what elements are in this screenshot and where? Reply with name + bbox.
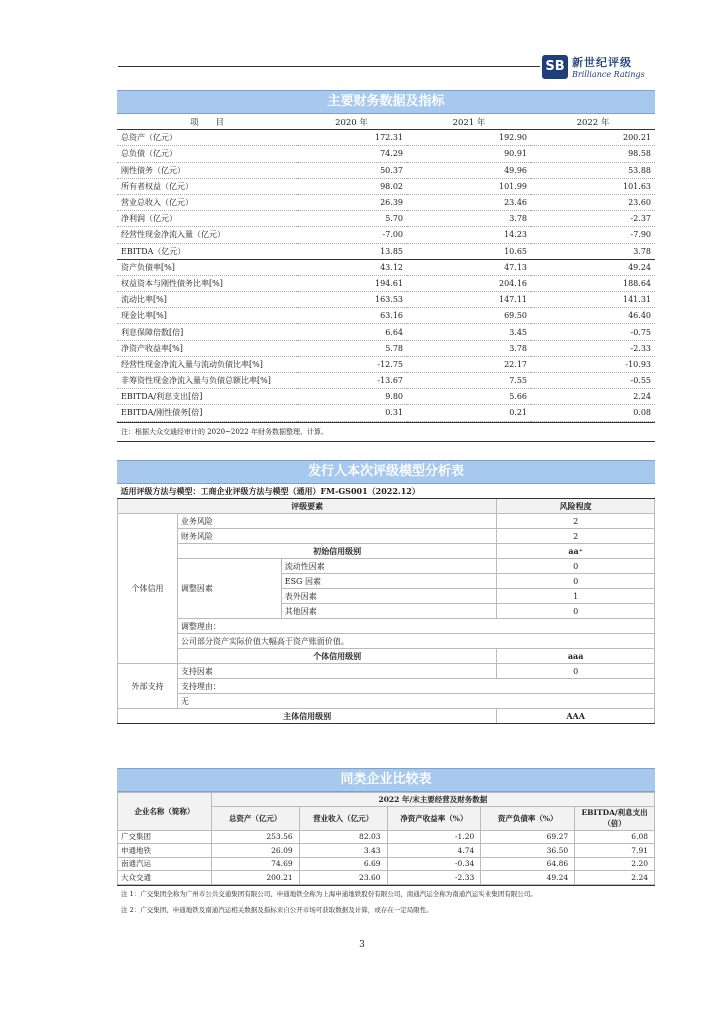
financial-cell: 5.78: [297, 340, 407, 356]
biz-risk-value: 2: [497, 514, 655, 529]
financial-row-label: 流动比率[%]: [117, 292, 297, 308]
rating-title: 发行人本次评级模型分析表: [117, 460, 655, 484]
financial-cell: 172.31: [297, 130, 407, 146]
financial-cell: 192.90: [407, 130, 531, 146]
financial-row-label: 经营性现金净流入量（亿元）: [117, 227, 297, 243]
financial-row: [117, 356, 655, 372]
financial-cell: -2.37: [531, 211, 655, 227]
financial-cell: -13.67: [297, 373, 407, 389]
final-level: 主体信用级别: [118, 709, 497, 724]
financial-cell: 141.31: [531, 292, 655, 308]
financial-cell: 47.13: [407, 259, 531, 275]
financial-row-label: 总负债（亿元）: [117, 146, 297, 162]
fin-risk-value: 2: [497, 529, 655, 544]
financial-cell: -7.00: [297, 227, 407, 243]
financial-cell: 98.58: [531, 146, 655, 162]
brand-logo: [542, 54, 652, 86]
financial-cell: 74.29: [297, 146, 407, 162]
financial-cell: 3.45: [407, 324, 531, 340]
financial-row-label: 净利润（亿元）: [117, 211, 297, 227]
financial-row: [117, 259, 655, 275]
financial-cell: 26.39: [297, 194, 407, 210]
financial-cell: 101.63: [531, 178, 655, 194]
h-debt-ratio: 资产负债率（%）: [481, 806, 575, 830]
rating-table: [117, 484, 655, 724]
financial-header-row: [117, 114, 655, 130]
financial-section: [117, 90, 655, 442]
financial-cell: -0.75: [531, 324, 655, 340]
h-group: 2022 年/末主要经营及财务数据: [211, 793, 654, 807]
biz-risk: 业务风险: [177, 514, 496, 529]
financial-cell: 9.80: [297, 389, 407, 405]
financial-cell: 69.50: [407, 308, 531, 324]
individual-credit: 个体信用: [118, 514, 178, 664]
financial-row: [117, 324, 655, 340]
peer-cell: 200.21: [211, 871, 299, 885]
peer-name: 大众交通: [118, 871, 212, 885]
support-reason-text: 无: [177, 694, 654, 709]
peer-cell: 2.24: [575, 871, 655, 885]
peer-cell: 4.74: [387, 844, 481, 858]
financial-row: [117, 130, 655, 146]
financial-row-label: 总资产（亿元）: [117, 130, 297, 146]
financial-cell: 3.78: [531, 243, 655, 259]
support-value: 0: [497, 664, 655, 679]
financial-row: [117, 405, 655, 421]
financial-row-label: EBITDA/刚性债务[倍]: [117, 405, 297, 421]
col-item: 项 目: [117, 114, 297, 130]
financial-cell: 0.08: [531, 405, 655, 421]
financial-row: [117, 227, 655, 243]
financial-cell: 0.31: [297, 405, 407, 421]
col-year-2020: 2020 年: [297, 114, 407, 130]
financial-row-label: 营业总收入（亿元）: [117, 194, 297, 210]
other-factor: 其他因素: [281, 604, 497, 619]
header-rule: [118, 66, 540, 67]
financial-cell: 49.24: [531, 259, 655, 275]
peers-title: 同类企业比较表: [117, 768, 655, 792]
financial-cell: 3.78: [407, 340, 531, 356]
financial-row-label: EBITDA（亿元）: [117, 243, 297, 259]
logo-mark: SB: [542, 55, 568, 79]
initial-level: 初始信用级别: [177, 544, 496, 559]
peer-name: 广交集团: [118, 830, 212, 844]
peer-name: 申通地铁: [118, 844, 212, 858]
financial-row-label: 资产负债率[%]: [117, 259, 297, 275]
financial-row-label: 利息保障倍数[倍]: [117, 324, 297, 340]
financial-row: [117, 275, 655, 291]
financial-row-label: 所有者权益（亿元）: [117, 178, 297, 194]
h-ebitda-interest: EBITDA/利息支出（倍）: [575, 806, 655, 830]
col-year-2021: 2021 年: [407, 114, 531, 130]
rating-method: 适用评级方法与模型：工商企业评级方法与模型（通用）FM-GS001（2022.12）: [118, 484, 655, 499]
financial-cell: 10.65: [407, 243, 531, 259]
h-total-assets: 总资产（亿元）: [211, 806, 299, 830]
peer-cell: -2.33: [387, 871, 481, 885]
financial-cell: 22.17: [407, 356, 531, 372]
rating-section: [117, 460, 655, 724]
financial-cell: 147.11: [407, 292, 531, 308]
financial-row-label: 净资产收益率[%]: [117, 340, 297, 356]
financial-cell: 46.40: [531, 308, 655, 324]
support-reason-label: 支持理由：: [177, 679, 654, 694]
financial-cell: 43.12: [297, 259, 407, 275]
peer-cell: 64.86: [481, 857, 575, 871]
external-support: 外部支持: [118, 664, 178, 709]
financial-cell: 204.16: [407, 275, 531, 291]
financial-row: [117, 308, 655, 324]
liquidity-factor: 流动性因素: [281, 559, 497, 574]
individual-level: 个体信用级别: [177, 649, 496, 664]
support-factor: 支持因素: [177, 664, 496, 679]
fin-risk: 财务风险: [177, 529, 496, 544]
financial-row: [117, 178, 655, 194]
financial-cell: -10.93: [531, 356, 655, 372]
financial-cell: 13.85: [297, 243, 407, 259]
financial-row: [117, 162, 655, 178]
financial-title: 主要财务数据及指标: [117, 90, 655, 114]
h-risk: 风险程度: [497, 499, 655, 514]
financial-cell: 188.64: [531, 275, 655, 291]
financial-row: [117, 243, 655, 259]
peer-cell: 49.24: [481, 871, 575, 885]
logo-cn: 新世纪评级: [572, 56, 632, 69]
financial-cell: 7.55: [407, 373, 531, 389]
financial-cell: 50.37: [297, 162, 407, 178]
logo-en: Brilliance Ratings: [572, 70, 645, 79]
financial-cell: 101.99: [407, 178, 531, 194]
financial-row: [117, 194, 655, 210]
financial-cell: 49.96: [407, 162, 531, 178]
peer-cell: 74.69: [211, 857, 299, 871]
peer-name: 南通汽运: [118, 857, 212, 871]
peers-note-1: 注 1：广交集团全称为广州市公共交通集团有限公司、申通地铁全称为上海申通地铁股份有限公司、南通汽运全称为南通汽运实业集团有限公司。: [117, 885, 655, 902]
peer-cell: 6.69: [299, 857, 387, 871]
page-number: 3: [359, 940, 365, 950]
peers-table: [117, 792, 655, 885]
financial-row-label: 权益资本与刚性债务比率[%]: [117, 275, 297, 291]
financial-row-label: 非筹资性现金净流入量与负债总额比率[%]: [117, 373, 297, 389]
financial-cell: 6.64: [297, 324, 407, 340]
h-element: 评级要素: [118, 499, 497, 514]
peer-cell: 253.56: [211, 830, 299, 844]
adjust-reason-label: 调整理由：: [177, 619, 654, 634]
esg-factor: ESG 因素: [281, 574, 497, 589]
col-year-2022: 2022 年: [531, 114, 655, 130]
financial-row-label: 刚性债务（亿元）: [117, 162, 297, 178]
financial-cell: 2.24: [531, 389, 655, 405]
financial-cell: -7.90: [531, 227, 655, 243]
financial-cell: 163.53: [297, 292, 407, 308]
peers-section: [117, 768, 655, 918]
financial-cell: 194.61: [297, 275, 407, 291]
financial-row: [117, 389, 655, 405]
peers-note-2: 注 2：广交集团、申通地铁及南通汽运相关数据及指标来自公开市场可获取数据及计算，或存在一定局限性。: [121, 905, 433, 914]
peer-cell: 3.43: [299, 844, 387, 858]
financial-row-label: 现金比率[%]: [117, 308, 297, 324]
financial-row: [117, 146, 655, 162]
peer-cell: 69.27: [481, 830, 575, 844]
peer-row: [118, 857, 655, 871]
peer-cell: 23.60: [299, 871, 387, 885]
financial-cell: 63.16: [297, 308, 407, 324]
other-value: 0: [497, 604, 655, 619]
financial-cell: 98.02: [297, 178, 407, 194]
financial-row: [117, 211, 655, 227]
h-revenue: 营业收入（亿元）: [299, 806, 387, 830]
financial-cell: -0.55: [531, 373, 655, 389]
h-roe: 净资产收益率（%）: [387, 806, 481, 830]
financial-cell: 5.66: [407, 389, 531, 405]
peer-cell: -1.20: [387, 830, 481, 844]
financial-note: 注：根据大众交通经审计的 2020~2022 年财务数据整理、计算。: [117, 422, 655, 442]
adjust-factors: 调整因素: [177, 559, 281, 619]
individual-level-value: aaa: [497, 649, 655, 664]
peer-cell: 26.09: [211, 844, 299, 858]
peer-row: [118, 871, 655, 885]
financial-cell: 3.78: [407, 211, 531, 227]
peer-cell: 7.91: [575, 844, 655, 858]
h-company: 企业名称（简称）: [118, 793, 212, 831]
adjust-reason-text: 公司部分资产实际价值大幅高于资产账面价值。: [177, 634, 654, 649]
peer-row: [118, 844, 655, 858]
financial-row: [117, 340, 655, 356]
peer-cell: 6.08: [575, 830, 655, 844]
financial-row: [117, 373, 655, 389]
peer-row: [118, 830, 655, 844]
financial-cell: 90.91: [407, 146, 531, 162]
financial-cell: 23.60: [531, 194, 655, 210]
financial-table: [117, 114, 655, 422]
financial-row: [117, 292, 655, 308]
financial-cell: 200.21: [531, 130, 655, 146]
financial-row-label: 经营性现金净流入量与流动负债比率[%]: [117, 356, 297, 372]
financial-cell: 0.21: [407, 405, 531, 421]
offbalance-value: 1: [497, 589, 655, 604]
initial-level-value: aa⁺: [497, 544, 655, 559]
financial-cell: 23.46: [407, 194, 531, 210]
offbalance-factor: 表外因素: [281, 589, 497, 604]
esg-value: 0: [497, 574, 655, 589]
financial-cell: 5.70: [297, 211, 407, 227]
peer-cell: 82.03: [299, 830, 387, 844]
financial-row-label: EBITDA/利息支出[倍]: [117, 389, 297, 405]
peer-cell: 36.50: [481, 844, 575, 858]
financial-cell: -2.33: [531, 340, 655, 356]
liquidity-value: 0: [497, 559, 655, 574]
peer-cell: 2.20: [575, 857, 655, 871]
financial-cell: -12.75: [297, 356, 407, 372]
peer-cell: -0.34: [387, 857, 481, 871]
financial-cell: 14.23: [407, 227, 531, 243]
financial-cell: 53.88: [531, 162, 655, 178]
final-level-value: AAA: [497, 709, 655, 724]
